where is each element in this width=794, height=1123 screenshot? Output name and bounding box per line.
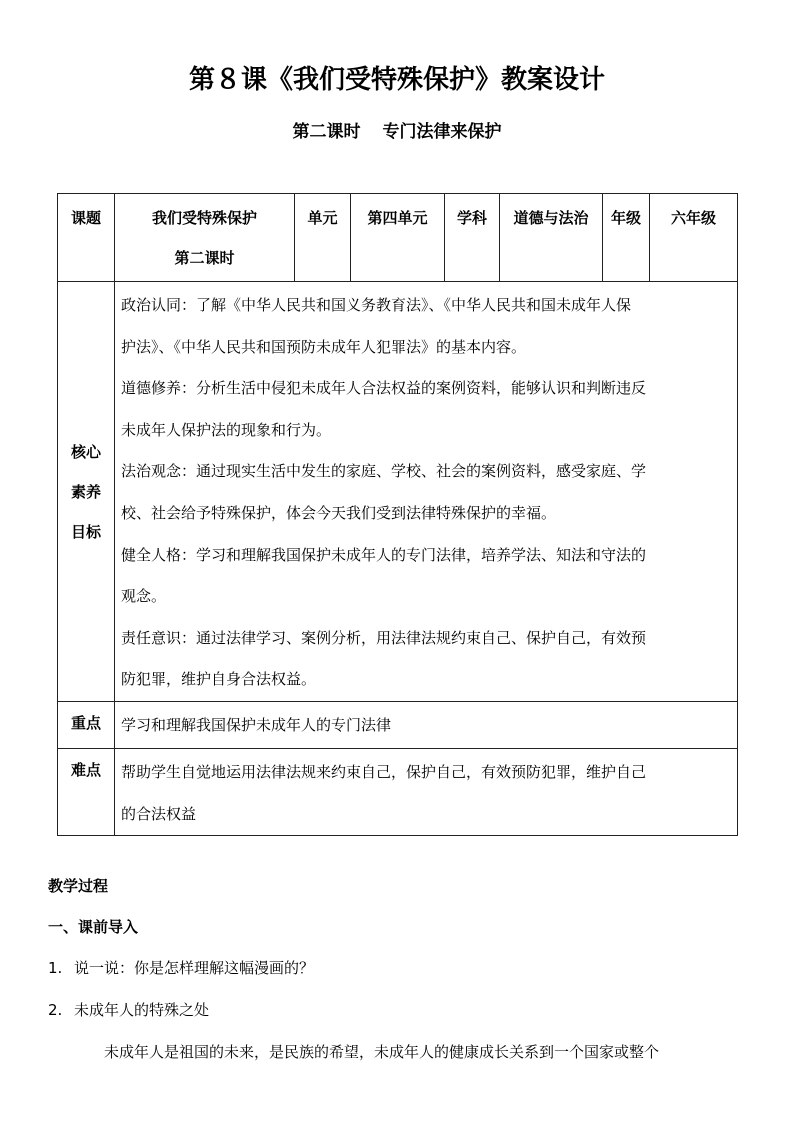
key-point-text: 学习和理解我国保护未成年人的专门法律	[115, 702, 738, 749]
header-subject-label: 学科	[445, 194, 500, 282]
list-item	[48, 955, 314, 981]
teaching-process-heading: 教学过程	[48, 877, 109, 895]
section-intro-heading: 一、课前导入	[48, 918, 139, 936]
goals-label	[58, 282, 115, 702]
goal-line: 健全人格：学习和理解我国保护未成年人的专门法律，培养学法、知法和守法的	[121, 545, 647, 564]
header-topic-value	[115, 194, 295, 282]
list-item-number: 1.	[48, 959, 63, 977]
header-subject-value: 道德与法治	[500, 194, 603, 282]
goal-line: 校、社会给予特殊保护，体会今天我们受到法律特殊保护的幸福。	[121, 503, 557, 522]
goal-line: 责任意识：通过法律学习、案例分析，用法律法规约束自己、保护自己，有效预	[121, 628, 647, 647]
goals-label-line: 素养	[70, 482, 101, 501]
goals-content	[115, 282, 738, 702]
header-unit-label: 单元	[295, 194, 351, 282]
subtitle-lesson: 第二课时	[292, 122, 361, 142]
difficulty-label: 难点	[58, 749, 115, 836]
table-header-row	[58, 194, 738, 282]
topic-title: 我们受特殊保护	[151, 209, 257, 227]
goal-line: 法治观念：通过现实生活中发生的家庭、学校、社会的案例资料，感受家庭、学	[121, 462, 647, 481]
difficulty-line: 的合法权益	[121, 804, 197, 823]
difficulty-row	[58, 749, 738, 836]
page-title: 第８课《我们受特殊保护》教案设计	[188, 65, 605, 95]
goal-line: 护法》、《中华人民共和国预防未成年人犯罪法》的基本内容。	[121, 337, 527, 356]
list-item-text: 未成年人的特殊之处	[74, 1001, 210, 1019]
header-grade-value: 六年级	[650, 194, 738, 282]
topic-period: 第二课时	[174, 249, 235, 267]
lesson-plan-table	[57, 193, 738, 836]
goal-line: 观念。	[121, 587, 167, 606]
difficulty-line: 帮助学生自觉地运用法律法规来约束自己，保护自己，有效预防犯罪，维护自己	[121, 763, 647, 781]
goal-line: 未成年人保护法的现象和行为。	[121, 420, 332, 439]
list-item	[48, 997, 209, 1023]
goals-row	[58, 282, 738, 702]
subtitle-topic: 专门法律来保护	[382, 122, 502, 142]
goals-label-line: 目标	[70, 522, 101, 541]
body-paragraph: 未成年人是祖国的未来，是民族的希望，未成年人的健康成长关系到一个国家或整个	[104, 1043, 660, 1061]
goal-line: 道德修养：分析生活中侵犯未成年人合法权益的案例资料，能够认识和判断违反	[121, 379, 647, 398]
key-point-label: 重点	[58, 702, 115, 749]
header-topic-label: 课题	[58, 194, 115, 282]
header-unit-value: 第四单元	[351, 194, 445, 282]
header-grade-label: 年级	[603, 194, 650, 282]
list-item-text: 说一说：你是怎样理解这幅漫画的？	[74, 959, 315, 977]
goals-label-line: 核心	[70, 442, 101, 461]
key-point-row	[58, 702, 738, 749]
page-subtitle	[0, 118, 794, 146]
goal-line: 政治认同：了解《中华人民共和国义务教育法》、《中华人民共和国未成年人保	[121, 296, 632, 314]
difficulty-content	[115, 749, 738, 836]
list-item-number: 2.	[48, 1001, 63, 1019]
goal-line: 防犯罪，维护自身合法权益。	[121, 670, 317, 689]
